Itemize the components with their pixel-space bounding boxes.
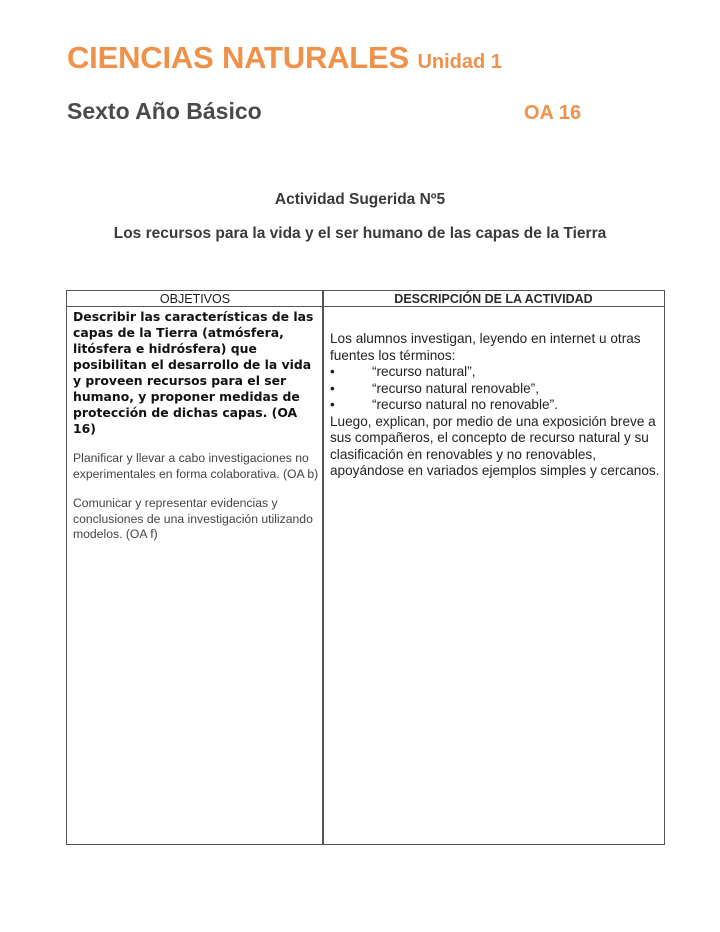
header-objectives: OBJETIVOS (67, 291, 323, 307)
secondary-objective: Comunicar y representar evidencias y conclusiones de una investigación utilizando modelos. (OA f) (73, 496, 313, 541)
subject-name: CIENCIAS NATURALES (67, 40, 410, 75)
description-intro: Los alumnos investigan, leyendo en internet u otras fuentes los términos: (330, 331, 641, 363)
objectives-cell (73, 309, 319, 543)
description-closing: Luego, explican, por medio de una exposición breve a sus compañeros, el concepto de recurso natural y su clasificación en renovables y no renovables, apoyándose en variados ejemplos simples y cercanos. (330, 413, 660, 478)
unit-label: Unidad 1 (417, 51, 502, 73)
description-cell (330, 331, 662, 480)
list-item (330, 397, 662, 414)
grade-label: Sexto Año Básico (67, 98, 262, 124)
header-description: DESCRIPCIÓN DE LA ACTIVIDAD (323, 291, 664, 307)
activity-title: Actividad Sugerida Nº5 (274, 191, 446, 208)
bullet-icon: • (330, 397, 335, 412)
activity-subtitle: Los recursos para la vida y el ser humano de las capas de la Tierra (113, 225, 607, 242)
subject-title (67, 40, 502, 76)
main-objective: Describir las características de las capas de la Tierra (atmósfera, litósfera e hidrósfera) que posibilitan el desarrollo de la vida y proveen recursos para el ser humano, y proponer medidas de protección de dichas capas. (OA 16) (73, 309, 314, 436)
term-text: “recurso natural no renovable”. (372, 397, 558, 412)
objective-code: OA 16 (524, 102, 582, 124)
bullet-icon: • (330, 380, 335, 396)
bullet-icon: • (330, 364, 335, 379)
term-text: “recurso natural renovable”, (372, 380, 539, 396)
term-text: “recurso natural”, (372, 364, 476, 379)
activity-table (66, 290, 665, 845)
list-item (330, 364, 662, 381)
list-item (330, 381, 662, 398)
terms-list (330, 364, 662, 414)
secondary-objective: Planificar y llevar a cabo investigaciones no experimentales en forma colaborativa. (OA b) (73, 451, 319, 481)
column-divider (322, 291, 324, 844)
